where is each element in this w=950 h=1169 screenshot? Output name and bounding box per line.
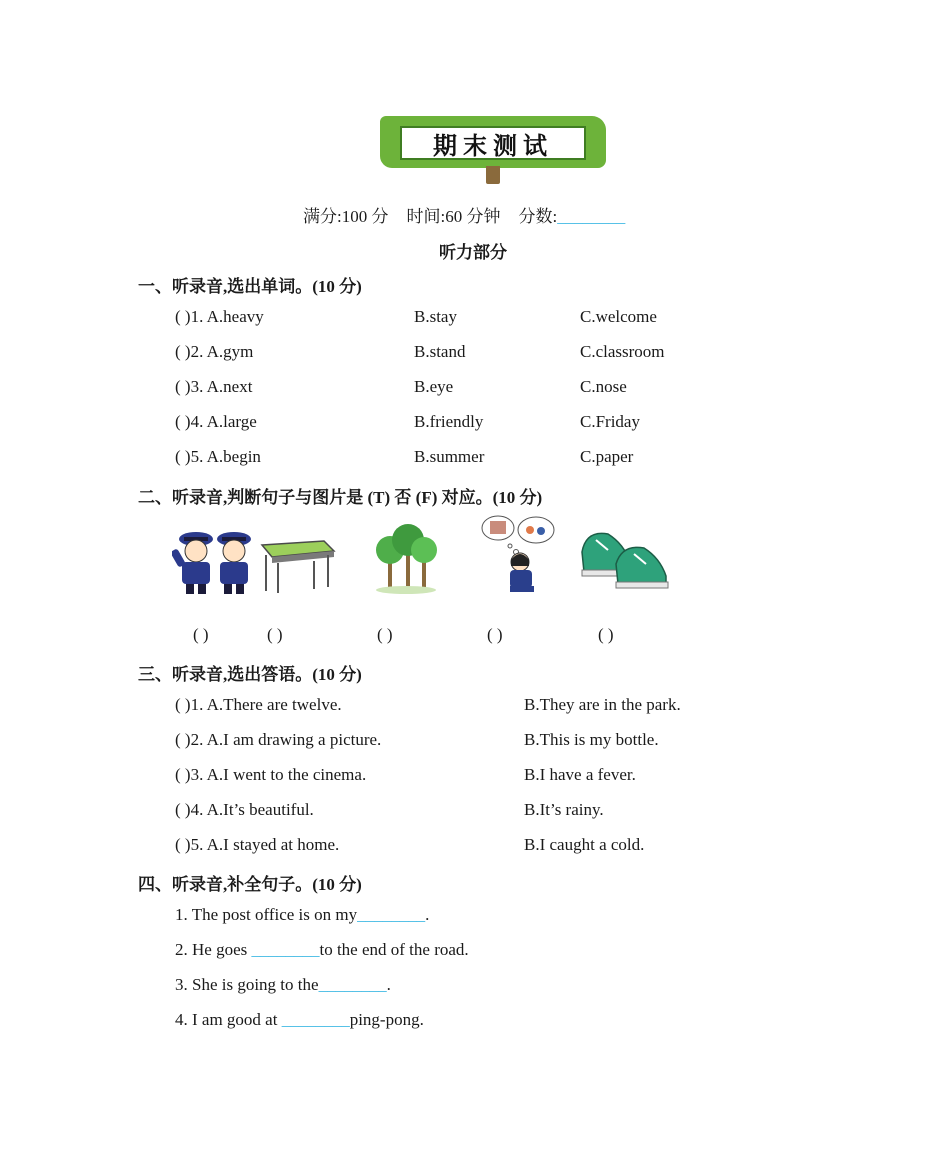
sneakers-picture (578, 522, 670, 594)
p4-item-4 (175, 1010, 424, 1030)
part1-heading: 一、听录音,选出单词。(10 分) (138, 277, 362, 296)
p4-item-3-blank[interactable]: ________ (318, 975, 387, 994)
part3-heading: 三、听录音,选出答语。(10 分) (138, 665, 362, 684)
section-title: 听力部分 (439, 243, 507, 262)
p1-q1-c: C.welcome (580, 307, 657, 326)
p4-item-3-pre: 3. She is going to the (175, 975, 319, 994)
p1-q1: ( )1. A.heavy (175, 307, 264, 326)
p4-item-4-post: ping-pong. (349, 1010, 424, 1029)
police-officer-1 (172, 532, 213, 594)
p3-q1-b: B.They are in the park. (524, 695, 681, 714)
p3-q5-b: B.I caught a cold. (524, 835, 645, 854)
p3-q3-b: B.I have a fever. (524, 765, 636, 784)
p2-answer-1[interactable]: ( ) (193, 625, 209, 644)
police-officer-2 (217, 532, 251, 594)
full-score: 满分:100 分 (303, 207, 389, 226)
p2-answer-5[interactable]: ( ) (598, 625, 614, 644)
p4-item-1-pre: 1. The post office is on my (175, 905, 358, 924)
p4-item-2-blank[interactable]: ________ (251, 940, 320, 959)
p3-q2-b: B.This is my bottle. (524, 730, 659, 749)
police-officers-picture (172, 525, 256, 597)
p1-q2: ( )2. A.gym (175, 342, 254, 361)
part2-heading: 二、听录音,判断句子与图片是 (T) 否 (F) 对应。(10 分) (138, 488, 543, 507)
p1-q3-b: B.eye (414, 377, 454, 396)
part4-heading: 四、听录音,补全句子。(10 分) (138, 875, 362, 894)
p4-item-2-post: to the end of the road. (319, 940, 469, 959)
p4-item-4-blank[interactable]: ________ (281, 1010, 350, 1029)
p4-item-1-post: . (425, 905, 430, 924)
p1-q4-c: C.Friday (580, 412, 640, 431)
banner-post (486, 166, 500, 184)
p2-answer-4[interactable]: ( ) (487, 625, 503, 644)
meta-line (303, 202, 625, 227)
score-blank[interactable]: ________ (557, 207, 626, 226)
p3-q2: ( )2. A.I am drawing a picture. (175, 730, 382, 749)
p1-q5: ( )5. A.begin (175, 447, 261, 466)
p1-q1-b: B.stay (414, 307, 457, 326)
p2-answer-2[interactable]: ( ) (267, 625, 283, 644)
p1-q3: ( )3. A.next (175, 377, 253, 396)
p1-q4-b: B.friendly (414, 412, 484, 431)
p3-q4: ( )4. A.It’s beautiful. (175, 800, 314, 819)
p3-q4-b: B.It’s rainy. (524, 800, 604, 819)
p4-item-4-pre: 4. I am good at (175, 1010, 282, 1029)
desk-picture (258, 535, 336, 595)
p4-item-2 (175, 940, 469, 960)
time-limit: 时间:60 分钟 (406, 207, 501, 226)
p3-q5: ( )5. A.I stayed at home. (175, 835, 340, 854)
p1-q4: ( )4. A.large (175, 412, 257, 431)
girl-thinking-picture (480, 514, 556, 596)
p4-item-3 (175, 975, 391, 995)
trees-picture (372, 522, 440, 596)
score-label: 分数: (518, 207, 558, 226)
p1-q5-b: B.summer (414, 447, 485, 466)
p2-answer-3[interactable]: ( ) (377, 625, 393, 644)
p4-item-2-pre: 2. He goes (175, 940, 252, 959)
p1-q5-c: C.paper (580, 447, 634, 466)
p4-item-3-post: . (386, 975, 391, 994)
p1-q2-b: B.stand (414, 342, 466, 361)
p1-q2-c: C.classroom (580, 342, 665, 361)
p3-q3: ( )3. A.I went to the cinema. (175, 765, 367, 784)
p1-q3-c: C.nose (580, 377, 627, 396)
p4-item-1 (175, 905, 429, 925)
title-banner (380, 116, 606, 186)
p4-item-1-blank[interactable]: ________ (357, 905, 426, 924)
page-title: 期末测试 (400, 126, 586, 160)
p3-q1: ( )1. A.There are twelve. (175, 695, 342, 714)
